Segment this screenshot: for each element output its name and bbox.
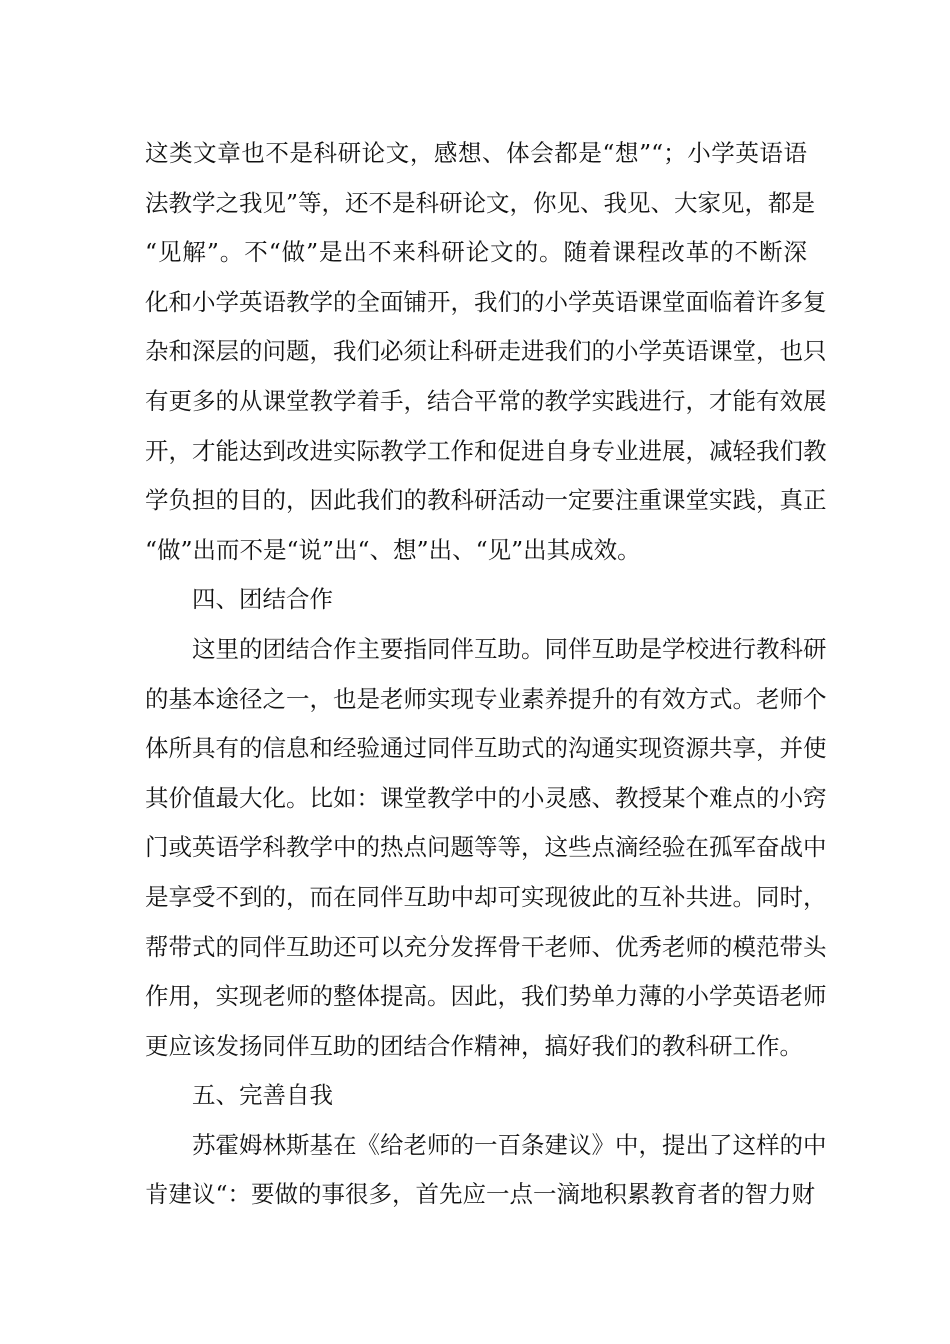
text-line-11: 这里的团结合作主要指同伴互助。同伴互助是学校进行教科研 (192, 634, 827, 663)
document-body (145, 129, 827, 1220)
text-line-6: 有更多的从课堂教学着手，结合平常的教学实践进行，才能有效展 (145, 386, 827, 415)
text-line-18: 作用，实现老师的整体提高。因此，我们势单力薄的小学英语老师 (145, 982, 827, 1011)
text-line-22: 肯建议“：要做的事很多，首先应一点一滴地积累教育者的智力财 (145, 1180, 816, 1209)
text-line-2: 法教学之我见”等，还不是科研论文，你见、我见、大家见，都是 (145, 188, 816, 217)
text-line-8: 学负担的目的，因此我们的教科研活动一定要注重课堂实践，真正 (145, 486, 827, 515)
text-line-1: 这类文章也不是科研论文，感想、体会都是“想”“；小学英语语 (145, 139, 807, 167)
text-line-12: 的基本途径之一，也是老师实现专业素养提升的有效方式。老师个 (145, 684, 827, 713)
section-heading-4: 四、团结合作 (192, 585, 333, 614)
text-line-17: 帮带式的同伴互助还可以充分发挥骨干老师、优秀老师的模范带头 (145, 932, 827, 961)
text-line-15: 门或英语学科教学中的热点问题等等，这些点滴经验在孤军奋战中 (145, 833, 827, 862)
text-line-3: “见解”。不“做”是出不来科研论文的。随着课程改革的不断深 (145, 238, 807, 267)
text-line-21: 苏霍姆林斯基在《给老师的一百条建议》中，提出了这样的中 (192, 1130, 827, 1159)
text-line-9: “做”出而不是“说”出“、想”出、“见”出其成效。 (145, 535, 641, 564)
section-heading-5: 五、完善自我 (192, 1081, 333, 1110)
text-line-19: 更应该发扬同伴互助的团结合作精神，搞好我们的教科研工作。 (145, 1031, 803, 1060)
text-line-16: 是享受不到的，而在同伴互助中却可实现彼此的互补共进。同时， (145, 882, 827, 911)
text-line-4: 化和小学英语教学的全面铺开，我们的小学英语课堂面临着许多复 (145, 287, 827, 316)
text-line-14: 其价值最大化。比如：课堂教学中的小灵感、教授某个难点的小窍 (145, 783, 827, 812)
text-line-7: 开，才能达到改进实际教学工作和促进自身专业进展，减轻我们教 (145, 436, 827, 465)
text-line-13: 体所具有的信息和经验通过同伴互助式的沟通实现资源共享，并使 (145, 734, 827, 763)
text-line-5: 杂和深层的问题，我们必须让科研走进我们的小学英语课堂，也只 (145, 337, 827, 366)
